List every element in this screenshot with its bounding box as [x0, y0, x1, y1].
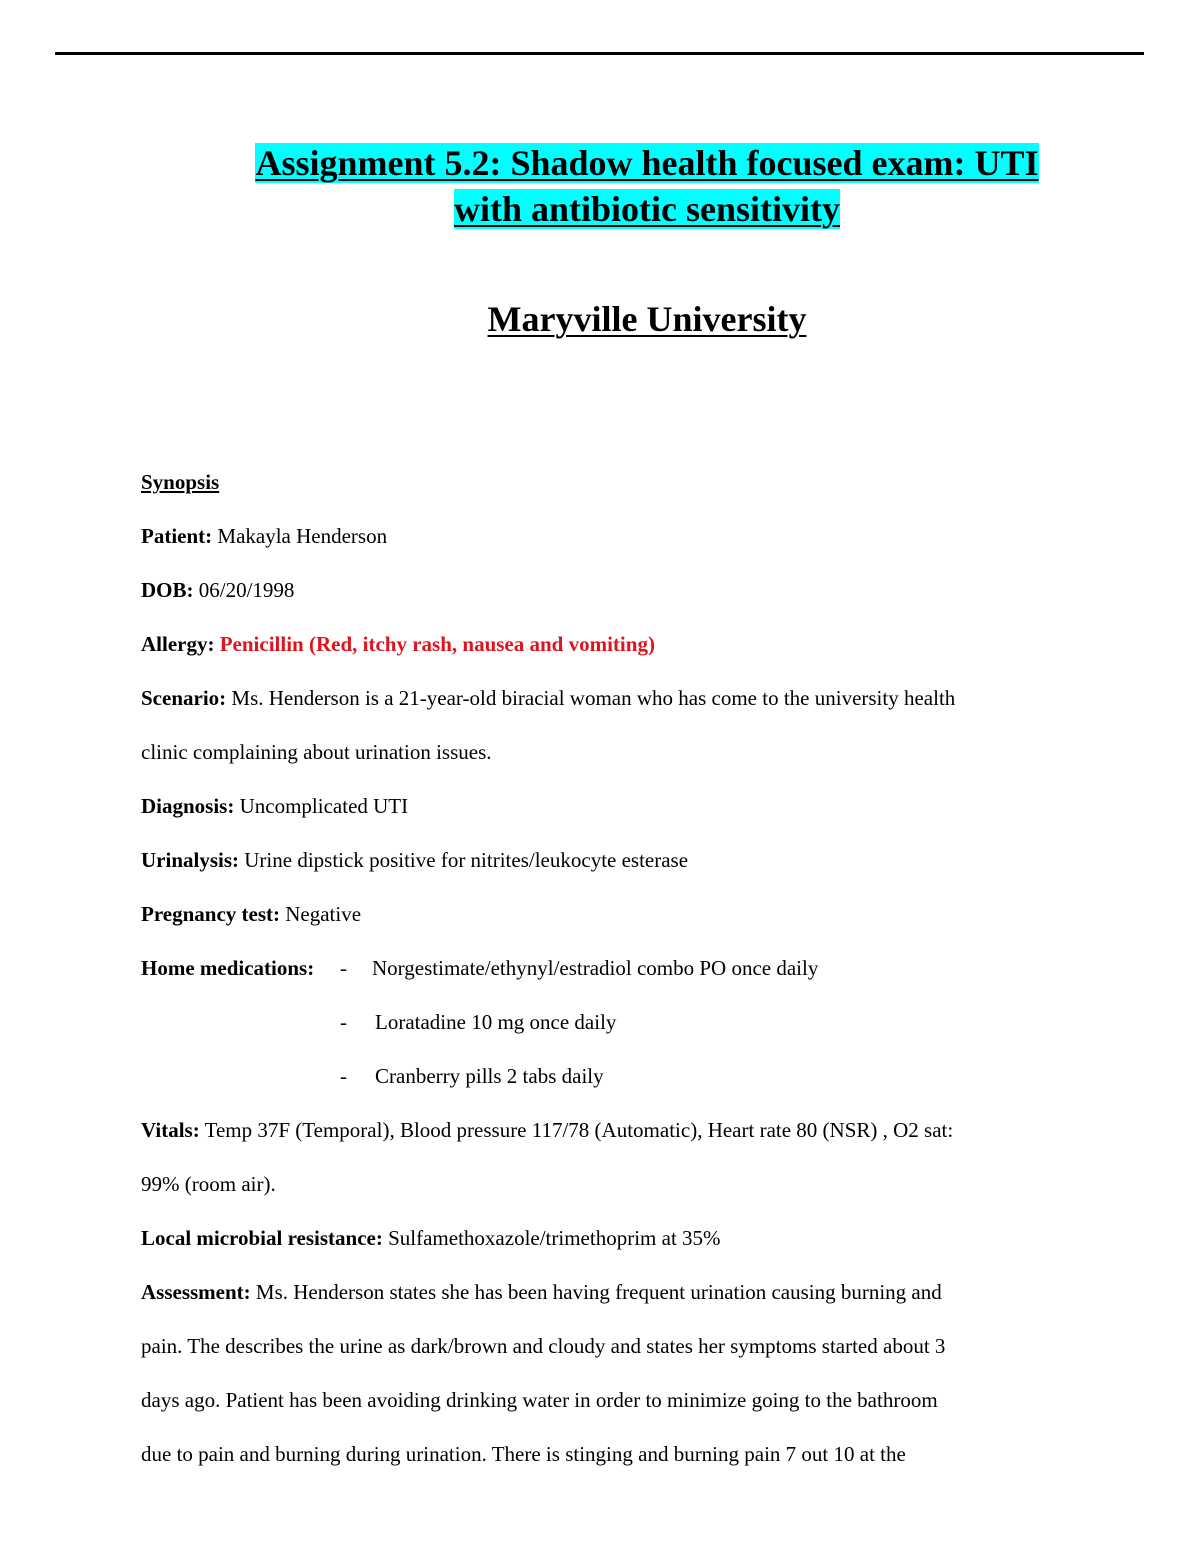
document-title — [140, 140, 1154, 232]
diagnosis-value: Uncomplicated UTI — [239, 794, 409, 818]
synopsis-heading: Synopsis — [141, 470, 220, 494]
scenario-text-line-1: Ms. Henderson is a 21-year-old biracial woman who has come to the university health — [231, 686, 956, 710]
dob-label: DOB: — [141, 578, 194, 602]
pregnancy-test-label: Pregnancy test: — [141, 902, 280, 926]
assessment-row-3 — [141, 1373, 1141, 1427]
urinalysis-value: Urine dipstick positive for nitrites/leukocyte esterase — [244, 848, 689, 872]
medication-item-3: Cranberry pills 2 tabs daily — [375, 1064, 604, 1088]
medication-row-3 — [141, 1049, 1141, 1103]
urinalysis-row — [141, 833, 1141, 887]
medication-bullet-3: - — [340, 1064, 347, 1088]
medication-bullet-1: - — [340, 956, 347, 980]
diagnosis-row — [141, 779, 1141, 833]
top-horizontal-rule — [55, 52, 1144, 55]
allergy-value: Penicillin (Red, itchy rash, nausea and vomiting) — [219, 632, 655, 656]
assessment-label: Assessment: — [141, 1280, 251, 1304]
pregnancy-test-value: Negative — [285, 902, 362, 926]
resistance-value: Sulfamethoxazole/trimethoprim at 35% — [388, 1226, 721, 1250]
assessment-row-4 — [141, 1427, 1141, 1481]
title-line-2: with antibiotic sensitivity — [453, 189, 840, 229]
assessment-text-line-2: pain. The describes the urine as dark/brown and cloudy and states her symptoms started about 3 — [141, 1334, 946, 1358]
pregnancy-test-row — [141, 887, 1141, 941]
university-name: Maryville University — [487, 299, 807, 339]
vitals-row — [141, 1103, 1141, 1157]
scenario-row — [141, 671, 1141, 725]
vitals-row-continued — [141, 1157, 1141, 1211]
medication-row-2 — [141, 995, 1141, 1049]
diagnosis-label: Diagnosis: — [141, 794, 235, 818]
assessment-row — [141, 1265, 1141, 1319]
scenario-text-line-2: clinic complaining about urination issues. — [141, 740, 492, 764]
patient-row — [141, 509, 1141, 563]
resistance-row — [141, 1211, 1141, 1265]
synopsis-section — [141, 455, 1141, 1481]
patient-value: Makayla Henderson — [217, 524, 388, 548]
assessment-text-line-1: Ms. Henderson states she has been having frequent urination causing burning and — [255, 1280, 942, 1304]
assessment-text-line-4: due to pain and burning during urination. There is stinging and burning pain 7 out 10 at the — [141, 1442, 906, 1466]
dob-value: 06/20/1998 — [198, 578, 295, 602]
medication-item-1: Norgestimate/ethynyl/estradiol combo PO once daily — [372, 956, 819, 980]
vitals-label: Vitals: — [141, 1118, 200, 1142]
assessment-text-line-3: days ago. Patient has been avoiding drinking water in order to minimize going to the bathroom — [141, 1388, 938, 1412]
home-medications-label: Home medications: — [141, 956, 315, 980]
allergy-row — [141, 617, 1141, 671]
patient-label: Patient: — [141, 524, 213, 548]
scenario-label: Scenario: — [141, 686, 227, 710]
medication-bullet-2: - — [340, 1010, 347, 1034]
urinalysis-label: Urinalysis: — [141, 848, 240, 872]
title-line-1: Assignment 5.2: Shadow health focused exam: UTI — [255, 143, 1039, 183]
synopsis-heading-row — [141, 455, 1141, 509]
vitals-text-line-2: 99% (room air). — [141, 1172, 276, 1196]
allergy-label: Allergy: — [141, 632, 215, 656]
home-medications-row — [141, 941, 1141, 995]
dob-row — [141, 563, 1141, 617]
medication-item-2: Loratadine 10 mg once daily — [375, 1010, 617, 1034]
resistance-label: Local microbial resistance: — [141, 1226, 383, 1250]
vitals-text-line-1: Temp 37F (Temporal), Blood pressure 117/78 (Automatic), Heart rate 80 (NSR) , O2 sat: — [204, 1118, 954, 1142]
assessment-row-2 — [141, 1319, 1141, 1373]
scenario-row-continued — [141, 725, 1141, 779]
